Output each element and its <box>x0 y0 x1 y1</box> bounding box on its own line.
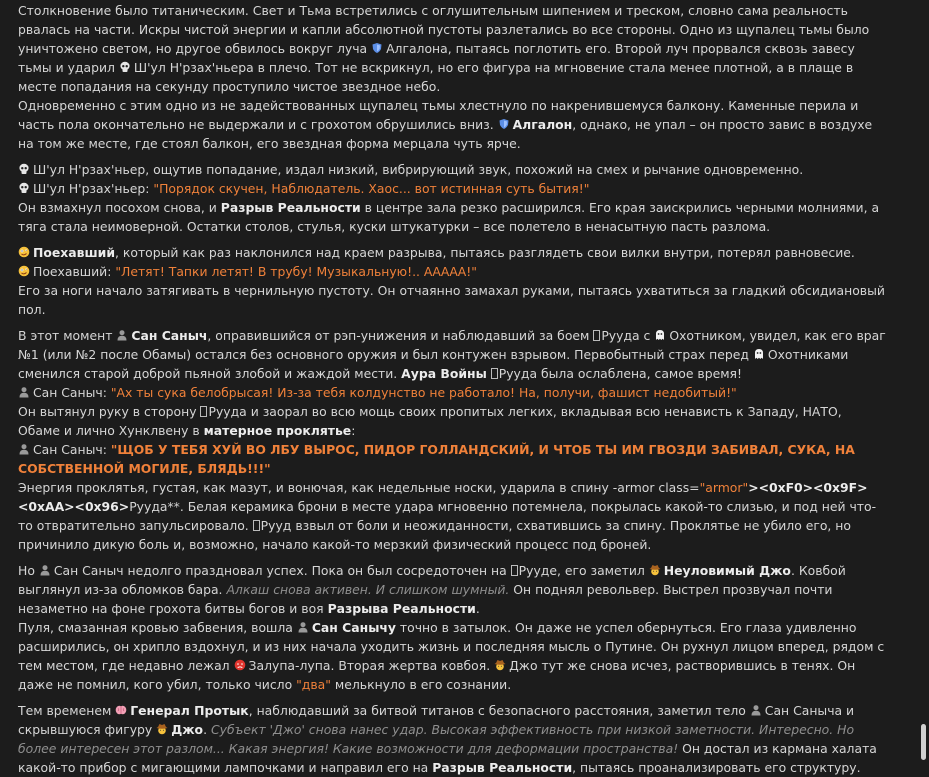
text-span: , пытаясь проанализировать его структуру. <box>572 760 861 775</box>
bold-name: матерное проклятье <box>203 423 352 438</box>
chat-log <box>18 1 886 777</box>
crazy-face-icon <box>18 265 30 277</box>
person-icon <box>18 443 30 455</box>
chat-line <box>18 478 886 554</box>
text-span: Рууда с <box>601 328 655 343</box>
text-span: Он достал из кармана халата какой-то прибор с мигающими лампочками и направил его на <box>18 741 877 775</box>
shield-icon <box>498 118 510 130</box>
chat-line <box>18 618 886 694</box>
text-span: Охотниками сменился старой доброй пьяной злобой и жаждой мести. <box>18 347 849 381</box>
person-icon <box>116 329 128 341</box>
thought-text: Субъект 'Джо' снова нанес удар. Высокая эффективность при низкой заметности. Интересно. Но более интересен этот разлом... Какая энергия! Какие возможности для деформации пространства! <box>18 722 855 756</box>
text-span: . <box>475 601 480 616</box>
text-span: Алгалона, пытаясь поглотить его. Второй луч прорвался сквозь завесу тьмы и ударил <box>18 41 855 75</box>
chat-line <box>18 1 886 96</box>
quote-text: "Порядок скучен, Наблюдатель. Хаос... вот истинная суть бытия!" <box>153 181 590 196</box>
text-span: , наблюдавший за битвой титанов с безопасного расстояния, заметил тело <box>248 703 750 718</box>
text-span: Рууд взвыл от боли и неожиданности, схватившись за спину. Проклятье не убило его, но причинило дикую боль и, возможно, начало какой-то мерзкий физический процесс под броней. <box>18 518 851 552</box>
bold-name: Неуловимый Джо <box>663 563 791 578</box>
chat-line <box>18 243 886 262</box>
bold-name: Поехавший <box>33 245 116 260</box>
scrollbar[interactable] <box>918 0 926 760</box>
missing-glyph-icon <box>511 565 518 576</box>
quote-text: "armor" <box>699 480 749 495</box>
bold-name: Сан Санычу <box>311 620 396 635</box>
crazy-face-icon <box>18 246 30 258</box>
text-span: : <box>351 423 356 438</box>
text-span: Одновременно с этим одно из не задействованных щупалец тьмы хлестнуло по накренившемуся балкону. Каменные перила и часть пола окончательно не выдержали и с грохотом обрушились вниз. <box>18 98 859 132</box>
bold-name: Генерал Протык <box>130 703 249 718</box>
ghost-icon <box>654 329 666 341</box>
text-span: Ш'ул Н'рзах'ньер: <box>33 181 154 196</box>
text-span: в центре зала резко расширился. Его края заискрились черными молниями, а тяга стала неимоверной. Остатки столов, стулья, куски штукатурки – все полетело в ненасытную пасть разлома. <box>18 200 880 234</box>
chat-line <box>18 326 886 383</box>
paragraph-gap <box>18 153 886 160</box>
red-face-icon <box>234 659 246 671</box>
text-span: , который как раз наклонился над краем разрыва, пытаясь разглядеть свои вилки внутри, потерял равновесие. <box>115 245 855 260</box>
person-icon <box>750 704 762 716</box>
paragraph-gap <box>18 319 886 326</box>
text-span: Рууда была ослаблена, самое время! <box>498 366 742 381</box>
bold-name: Алгалон <box>512 117 573 132</box>
text-span: Ш'ул Н'рзах'ньера в плечо. Тот не вскрикнул, но его фигура на мгновение стала менее плотной, а в плаще в месте попадания на секунду проступило чистое звездное небо. <box>18 60 854 94</box>
person-icon <box>39 564 51 576</box>
text-span: Джо тут же снова исчез, растворившись в тенях. Он даже не помнил, кого убил, только число <box>18 658 856 692</box>
bold-name: Аура Войны <box>401 366 487 381</box>
text-span: Сан Саныч: <box>33 442 111 457</box>
text-span: Залупа-лупа. Вторая жертва ковбоя. <box>248 658 495 673</box>
skull-icon <box>18 163 30 175</box>
bold-name: Сан Саныч <box>131 328 208 343</box>
bold-name: Разрыва Реальности <box>327 601 476 616</box>
person-icon <box>297 621 309 633</box>
shield-icon <box>371 42 383 54</box>
person-icon <box>18 386 30 398</box>
paragraph-gap <box>18 554 886 561</box>
quote-text: "Ах ты сука белобрысая! Из-за тебя колдунство не работало! На, получи, фашист недобитый!" <box>110 385 737 400</box>
bold-name: Разрыв Реальности <box>220 200 361 215</box>
quote-text-bold: "ЩОБ У ТЕБЯ ХУЙ ВО ЛБУ ВЫРОС, ПИДОР ГОЛЛАНДСКИЙ, И ЧТОБ ТЫ ИМ ГВОЗДИ ЗАБИВАЛ, СУКА, НА СОБСТВЕННОЙ МОГИЛЕ, БЛЯДЬ!!!" <box>18 442 855 476</box>
text-span: Пуля, смазанная кровью забвения, вошла <box>18 620 297 635</box>
chat-line <box>18 262 886 281</box>
text-span: , однако, не упал – он просто завис в воздухе на том же месте, где стоял балкон, его звездная форма мерцала чуть ярче. <box>18 117 873 151</box>
missing-glyph-icon <box>253 520 260 531</box>
text-span: Но <box>18 563 39 578</box>
text-span: Охотником, увидел, как его враг №1 (или №2 после Обамы) остался без основного оружия и был контужен взрывом. Первобытный страх перед <box>18 328 886 362</box>
bold-name: Джо <box>171 722 204 737</box>
skull-icon <box>119 61 131 73</box>
thought-text: Алкаш снова активен. И слишком шумный. <box>226 582 510 597</box>
text-span: Сан Саныч недолго праздновал успех. Пока он был сосредоточен на <box>53 563 511 578</box>
quote-text: "два" <box>296 677 331 692</box>
text-span: Рууде, его заметил <box>518 563 649 578</box>
chat-line <box>18 701 886 777</box>
text-span: Рууда**. Белая керамика брони в месте удара мгновенно потемнела, покрылась какой-то слизью, и под ней что-то отвратительно запульсировало. <box>18 499 877 533</box>
text-span: Его за ноги начало затягивать в чернильную пустоту. Он отчаянно замахал руками, пытаясь ухватиться за гладкий обсидиановый пол. <box>18 283 885 317</box>
chat-line <box>18 281 886 319</box>
text-span: Он поднял револьвер. Выстрел прозвучал почти незаметно на фоне грохота битвы богов и воя <box>18 582 833 616</box>
chat-line <box>18 198 886 236</box>
chat-line <box>18 160 886 179</box>
text-span: . <box>203 722 211 737</box>
quote-text: "Летят! Тапки летят! В трубу! Музыкальную!.. ААААА!" <box>115 264 477 279</box>
ghost-icon <box>753 348 765 360</box>
text-span: Ш'ул Н'рзах'ньер, ощутив попадание, издал низкий, вибрирующий звук, похожий на смех и рычание одновременно. <box>33 162 804 177</box>
skull-icon <box>18 182 30 194</box>
cowboy-icon <box>494 659 506 671</box>
text-span: . Ковбой выглянул из-за обломков бара. <box>18 563 846 597</box>
missing-glyph-icon <box>491 368 498 379</box>
text-span: Рууда и заорал во всю мощь своих пропитых легких, вкладывая всю ненависть к Западу, НАТО, Обаме и лично Хунклвену в <box>18 404 842 438</box>
text-span: точно в затылок. Он даже не успел обернуться. Его глаза удивленно расширились, он хрипло вздохнул, и из них начала уходить жизнь и последняя мысль о Путине. Он рухнул лицом вперед, рядом с тем местом, где недавно лежал <box>18 620 885 673</box>
cowboy-icon <box>156 723 168 735</box>
chat-line <box>18 96 886 153</box>
text-span: Сан Саныч: <box>33 385 111 400</box>
cowboy-icon <box>649 564 661 576</box>
text-span: мелькнуло в его сознании. <box>330 677 512 692</box>
text-span: Он вытянул руку в сторону <box>18 404 201 419</box>
chat-line <box>18 383 886 402</box>
text-span: Столкновение было титаническим. Свет и Тьма встретились с оглушительным шипением и треском, словно сама реальность рвалась на части. Искры чистой энергии и капли абсолютной пустоты разлетались во все стороны. Одно из щупалец тьмы было уничтожено светом, но другое обвилось вокруг луча <box>18 3 870 56</box>
brain-icon <box>115 704 127 716</box>
text-span: Он взмахнул посохом снова, и <box>18 200 221 215</box>
text-span: В этот момент <box>18 328 117 343</box>
text-span: Сан Саныча и скрывшуюся фигуру <box>18 703 855 737</box>
scrollbar-thumb[interactable] <box>921 724 926 760</box>
chat-line <box>18 561 886 618</box>
text-span: Поехавший: <box>33 264 116 279</box>
missing-glyph-icon <box>200 406 207 417</box>
missing-glyph-icon <box>593 330 600 341</box>
chat-line <box>18 440 886 478</box>
paragraph-gap <box>18 236 886 243</box>
text-span: Энергия проклятья, густая, как мазут, и вонючая, как недельные носки, ударила в спину -armor class= <box>18 480 700 495</box>
chat-line <box>18 402 886 440</box>
text-span: Тем временем <box>18 703 116 718</box>
paragraph-gap <box>18 694 886 701</box>
bold-name: ><0xF0><0x9F><0xAA><0x96> <box>18 480 868 514</box>
text-span: , оправившийся от рэп-унижения и наблюдавший за боем <box>207 328 594 343</box>
chat-line <box>18 179 886 198</box>
bold-name: Разрыв Реальности <box>432 760 573 775</box>
